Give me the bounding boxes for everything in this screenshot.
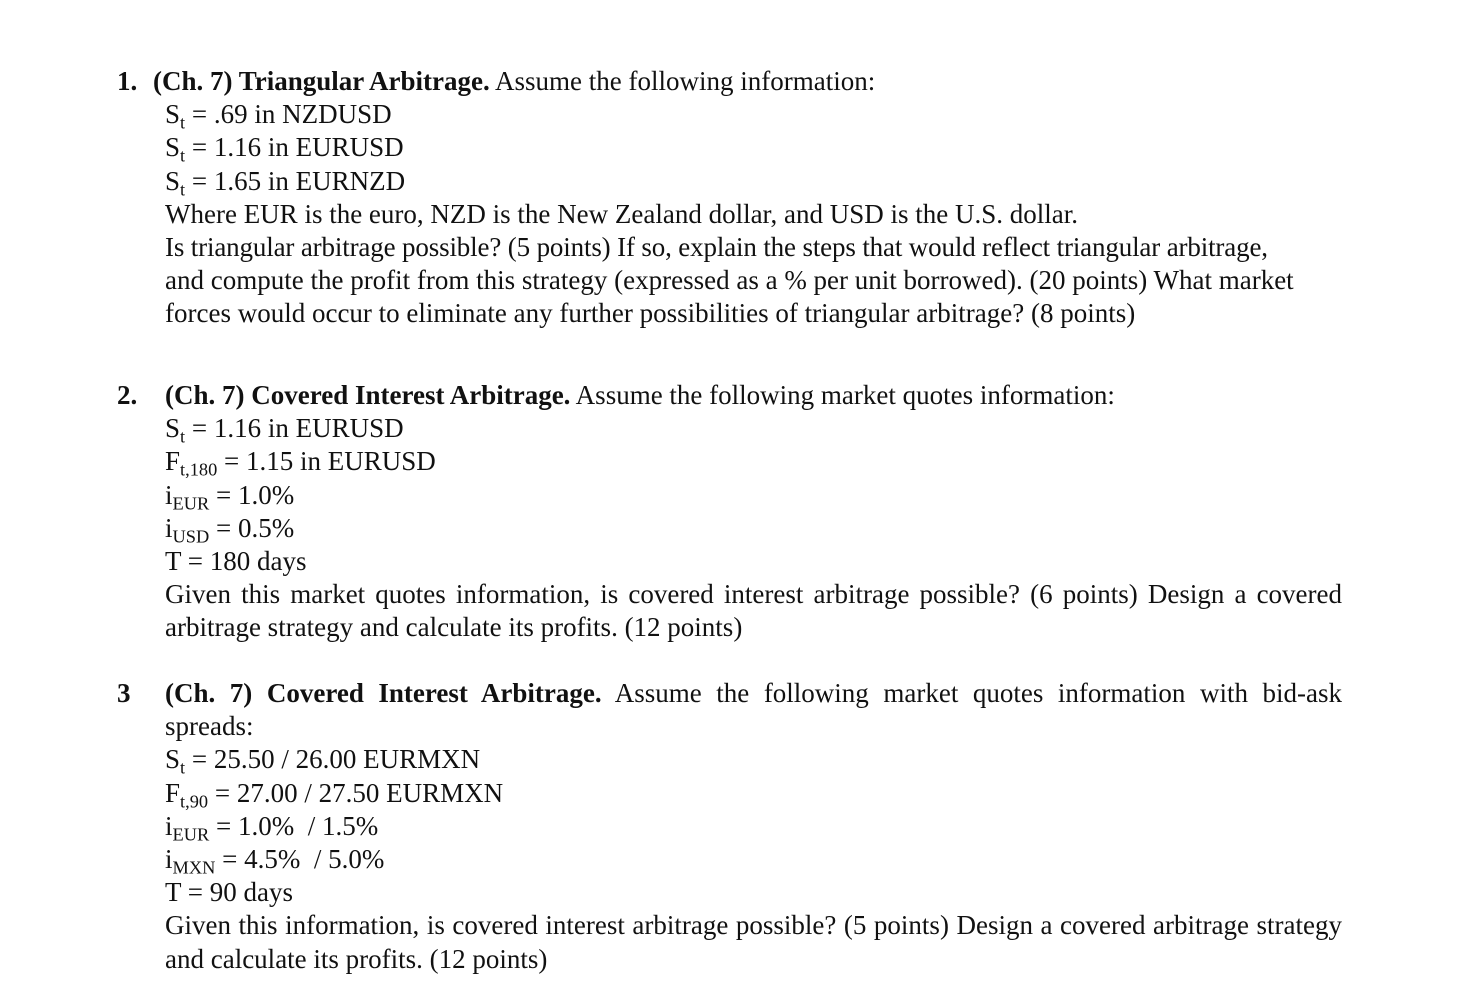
body-line: Given this information, is covered interest arbitrage possible? (5 points) Design a covered arbitrage <box>165 910 1249 941</box>
quote-value: = 1.0% <box>209 479 295 510</box>
body-paragraph <box>165 909 1342 975</box>
body-line: strategy and calculate its profits. (12 points) <box>165 910 1342 974</box>
quote-subscript: t <box>180 112 186 133</box>
quote-subscript: t <box>180 757 186 778</box>
body-line: Is triangular arbitrage possible? (5 points) If so, explain the steps that would reflect triangular arbitrage, <box>165 232 1268 262</box>
quote-value: = 1.65 in EURNZD <box>185 165 406 196</box>
quote-symbol: S <box>165 413 181 444</box>
quote-value: = 1.16 in EURUSD <box>185 413 404 444</box>
question-number: 2. <box>117 380 138 410</box>
quote-value: = 0.5% <box>209 512 295 543</box>
body-line: and compute the profit from this strategy (expressed as a % per unit borrowed). (20 points) What market <box>165 265 1294 296</box>
quote-subscript: t <box>180 426 186 447</box>
quote-value: = .69 in NZDUSD <box>185 99 392 130</box>
body-paragraph <box>165 578 1342 644</box>
quote-symbol: i <box>165 479 173 510</box>
body-line: forces would occur to eliminate any further possibilities of triangular arbitrage? (8 points) <box>165 298 1136 329</box>
question-title-line <box>153 65 875 98</box>
quote-line <box>165 777 1342 810</box>
quote-symbol: i <box>165 810 173 841</box>
quote-symbol: i <box>165 512 173 543</box>
question-body <box>165 677 1342 976</box>
quote-line <box>165 810 1342 843</box>
question-number: 3 <box>117 678 131 708</box>
quote-value: = 1.0% / 1.5% <box>209 810 379 841</box>
quote-subscript: USD <box>172 526 210 547</box>
quote-symbol: F <box>165 777 181 808</box>
quote-value: = 25.50 / 26.00 EURMXN <box>185 744 481 775</box>
quote-line <box>165 131 1342 164</box>
quote-value: = 1.16 in EURUSD <box>185 132 404 163</box>
quote-symbol: i <box>165 844 173 875</box>
quote-value: = 1.15 in EURUSD <box>217 446 436 477</box>
quote-line <box>165 165 1342 198</box>
body-line: covered arbitrage strategy and calculate its profits. (12 points) <box>165 579 1343 643</box>
quote-subscript: t <box>180 145 186 166</box>
question-number: 1. <box>117 66 138 96</box>
quote-subscript: MXN <box>172 857 216 878</box>
quote-symbol: S <box>165 744 181 775</box>
quote-line <box>165 412 1342 445</box>
quote-symbol: S <box>165 132 181 163</box>
quote-value: = 4.5% / 5.0% <box>215 844 385 875</box>
question-body <box>165 98 1342 330</box>
quote-line <box>165 512 1342 545</box>
quote-subscript: t,180 <box>180 459 218 480</box>
currency-note: Where EUR is the euro, NZD is the New Zealand dollar, and USD is the U.S. dollar. <box>165 198 1078 229</box>
quote-symbol: F <box>165 446 181 477</box>
quote-value: T = 90 days <box>165 877 293 908</box>
question-intro-cont: spreads: <box>165 711 254 742</box>
quote-line <box>165 743 1342 776</box>
question-intro: Assume the following market quotes information: <box>570 380 1115 410</box>
quote-line <box>165 545 1342 578</box>
quote-subscript: t,90 <box>180 791 209 812</box>
question-title: (Ch. 7) Covered Interest Arbitrage. <box>165 380 571 410</box>
quote-subscript: t <box>180 179 186 200</box>
quote-symbol: S <box>165 99 181 130</box>
question-intro: Assume the following market quotes information with bid-ask <box>601 678 1343 708</box>
question-title: (Ch. 7) Covered Interest Arbitrage. <box>165 678 602 708</box>
quote-line <box>165 445 1342 478</box>
quote-value: T = 180 days <box>165 546 307 576</box>
question-body <box>165 412 1342 644</box>
question-intro: Assume the following information: <box>489 66 876 96</box>
quote-subscript: EUR <box>172 824 210 845</box>
quote-subscript: EUR <box>172 493 210 514</box>
quote-symbol: S <box>165 165 181 196</box>
quote-line <box>165 843 1342 876</box>
question-title-paragraph <box>165 677 1342 743</box>
quote-line <box>165 98 1342 131</box>
quote-line <box>165 876 1342 909</box>
question-title-line <box>165 379 1115 412</box>
body-line: Given this market quotes information, is covered interest arbitrage possible? (6 points) Design a <box>165 579 1247 610</box>
quote-value: = 27.00 / 27.50 EURMXN <box>208 777 504 808</box>
question-title: (Ch. 7) Triangular Arbitrage. <box>153 66 490 96</box>
quote-line <box>165 479 1342 512</box>
